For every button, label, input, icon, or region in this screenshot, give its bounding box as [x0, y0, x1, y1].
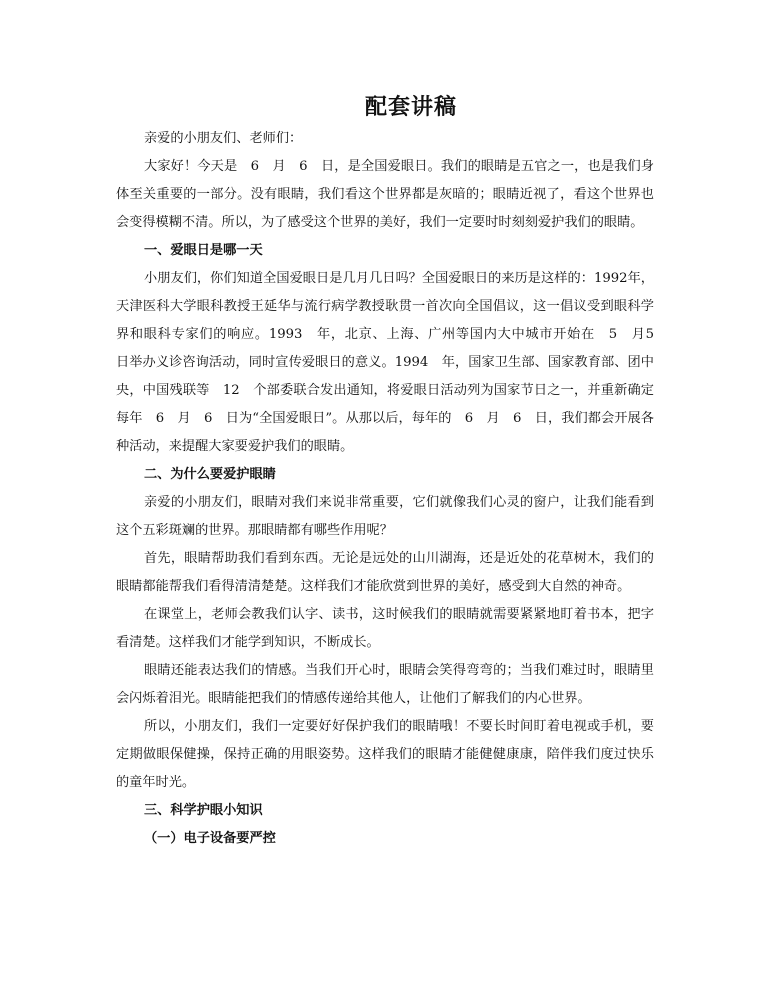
intro-paragraph: 大家好！今天是 6 月 6 日，是全国爱眼日。我们的眼睛是五官之一，也是我们身体至关重要的一部分。没有眼睛，我们看这个世界都是灰暗的；眼睛近视了，看这个世界也会变得模糊不清。所以，为了感受这个世界的美好，我们一定要时时刻刻爱护我们的眼睛。 [116, 159, 654, 230]
document-body [116, 125, 668, 853]
section2-paragraph-1: 亲爱的小朋友们，眼睛对我们来说非常重要，它们就像我们心灵的窗户，让我们能看到这个五彩斑斓的世界。那眼睛都有哪些作用呢？ [116, 495, 654, 538]
section1-paragraph: 小朋友们，你们知道全国爱眼日是几月几日吗？全国爱眼日的来历是这样的：1992年，天津医科大学眼科教授王延华与流行病学教授耿贯一首次向全国倡议，这一倡议受到眼科学界和眼科专家们的响应。1993 年，北京、上海、广州等国内大中城市开始在 5 月5 日举办义诊咨询活动，同时宣传爱眼日的意义。1994 年，国家卫生部、国家教育部、团中央，中国残联等 12 个部委联合发出通知，将爱眼日活动列为国家节日之一，并重新确定每年 6 月 6 日为“全国爱眼日”。从那以后，每年的 6 月 6 日，我们都会开展各种活动，来提醒大家要爱护我们的眼睛。 [116, 271, 668, 454]
section2-paragraph-2: 首先，眼睛帮助我们看到东西。无论是远处的山川湖海，还是近处的花草树木，我们的眼睛都能帮我们看得清清楚楚。这样我们才能欣赏到世界的美好，感受到大自然的神奇。 [116, 551, 654, 594]
section-heading-2: 二、为什么要爱护眼睛 [144, 467, 276, 482]
section2-paragraph-5: 所以，小朋友们，我们一定要好好保护我们的眼睛哦！不要长时间盯着电视或手机，要定期做眼保健操，保持正确的用眼姿势。这样我们的眼睛才能健健康康，陪伴我们度过快乐的童年时光。 [116, 719, 654, 790]
greeting-paragraph: 亲爱的小朋友们、老师们： [144, 131, 303, 146]
section2-paragraph-3: 在课堂上，老师会教我们认字、读书，这时候我们的眼睛就需要紧紧地盯着书本，把字看清楚。这样我们才能学到知识，不断成长。 [116, 607, 654, 650]
page-title: 配套讲稿 [364, 94, 457, 120]
section-heading-1: 一、爱眼日是哪一天 [144, 243, 263, 258]
subsection-heading-1: （一）电子设备要严控 [144, 831, 276, 846]
section2-paragraph-4: 眼睛还能表达我们的情感。当我们开心时，眼睛会笑得弯弯的；当我们难过时，眼睛里会闪烁着泪光。眼睛能把我们的情感传递给其他人，让他们了解我们的内心世界。 [116, 663, 654, 706]
section-heading-3: 三、科学护眼小知识 [144, 803, 263, 818]
